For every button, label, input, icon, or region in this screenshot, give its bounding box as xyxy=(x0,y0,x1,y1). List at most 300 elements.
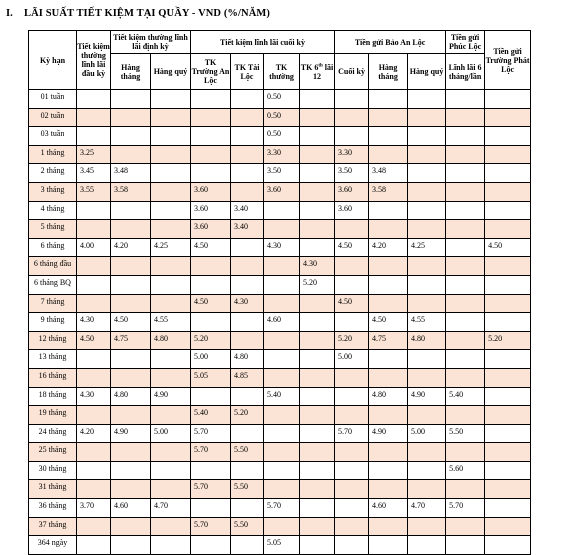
term-cell: 01 tuần xyxy=(29,90,77,109)
rate-cell: 4.50 xyxy=(369,313,408,332)
rate-cell xyxy=(408,350,446,369)
rate-cell: 5.20 xyxy=(335,331,369,350)
rate-cell xyxy=(151,108,191,127)
rate-cell: 4.50 xyxy=(191,238,231,257)
rate-cell xyxy=(369,517,408,536)
rate-cell: 4.80 xyxy=(369,387,408,406)
rate-cell xyxy=(77,201,111,220)
rate-cell xyxy=(446,517,485,536)
rate-cell xyxy=(408,536,446,555)
rate-cell xyxy=(485,294,531,313)
rate-cell xyxy=(231,182,264,201)
rate-cell xyxy=(264,257,300,276)
term-cell: 31 tháng xyxy=(29,480,77,499)
table-row xyxy=(29,461,531,480)
term-cell: 3 tháng xyxy=(29,182,77,201)
rate-cell xyxy=(408,201,446,220)
rate-cell xyxy=(77,257,111,276)
rate-cell: 5.70 xyxy=(191,517,231,536)
subheader-tk-tai-loc: TK Tài Lộc xyxy=(231,54,264,90)
subheader-phuc-loc: Lĩnh lãi 6 tháng/lần xyxy=(446,54,485,90)
rate-cell: 5.70 xyxy=(191,480,231,499)
rate-cell xyxy=(77,461,111,480)
rate-cell: 4.90 xyxy=(369,424,408,443)
rate-cell xyxy=(335,368,369,387)
rate-cell: 3.30 xyxy=(264,145,300,164)
rate-cell: 3.40 xyxy=(231,201,264,220)
header-end-of-term: Tiết kiệm lĩnh lãi cuối kỳ xyxy=(191,31,335,54)
rate-cell xyxy=(111,294,151,313)
rate-cell xyxy=(369,294,408,313)
rate-cell xyxy=(191,164,231,183)
rate-cell: 0.50 xyxy=(264,127,300,146)
rate-cell: 4.90 xyxy=(408,387,446,406)
rate-cell xyxy=(77,90,111,109)
rate-cell xyxy=(264,201,300,220)
rate-cell xyxy=(446,313,485,332)
rate-cell: 4.80 xyxy=(408,331,446,350)
rate-cell xyxy=(485,517,531,536)
rate-cell: 4.25 xyxy=(151,238,191,257)
rate-cell xyxy=(264,368,300,387)
tk6-main: TK 6 xyxy=(300,62,319,72)
rate-cell xyxy=(264,331,300,350)
rate-cell xyxy=(111,443,151,462)
rate-cell: 5.40 xyxy=(191,406,231,425)
term-cell: 364 ngày xyxy=(29,536,77,555)
rate-cell xyxy=(369,127,408,146)
rate-cell xyxy=(151,461,191,480)
rate-cell xyxy=(151,164,191,183)
rate-cell: 0.50 xyxy=(264,90,300,109)
table-row xyxy=(29,164,531,183)
rate-cell: 3.60 xyxy=(335,201,369,220)
rate-cell xyxy=(446,368,485,387)
rate-cell xyxy=(231,461,264,480)
term-cell: 36 tháng xyxy=(29,499,77,518)
rate-cell xyxy=(408,275,446,294)
rate-cell xyxy=(151,90,191,109)
rate-cell: 4.50 xyxy=(335,238,369,257)
rate-cell xyxy=(151,201,191,220)
rate-cell xyxy=(485,108,531,127)
rate-cell: 4.55 xyxy=(408,313,446,332)
rate-cell xyxy=(77,220,111,239)
rate-cell xyxy=(335,275,369,294)
rate-cell xyxy=(300,517,335,536)
rate-cell xyxy=(77,517,111,536)
rate-cell: 5.70 xyxy=(335,424,369,443)
rate-cell xyxy=(369,461,408,480)
rate-cell xyxy=(111,220,151,239)
rate-cell xyxy=(369,201,408,220)
rate-cell xyxy=(264,275,300,294)
rate-cell xyxy=(408,517,446,536)
rate-cell xyxy=(191,499,231,518)
section-title: LÃI SUẤT TIẾT KIỆM TẠI QUẦY - VND (%/NĂM) xyxy=(24,8,271,19)
rate-cell xyxy=(191,461,231,480)
rate-cell xyxy=(446,201,485,220)
rate-cell: 4.70 xyxy=(151,499,191,518)
rate-cell xyxy=(485,480,531,499)
rate-cell: 3.58 xyxy=(111,182,151,201)
rate-cell xyxy=(111,127,151,146)
rate-cell: 5.00 xyxy=(408,424,446,443)
rate-cell xyxy=(335,257,369,276)
rate-cell xyxy=(191,90,231,109)
rate-table-body xyxy=(29,90,531,555)
term-cell: 02 tuần xyxy=(29,108,77,127)
rate-cell xyxy=(151,220,191,239)
term-cell: 18 tháng xyxy=(29,387,77,406)
table-row xyxy=(29,108,531,127)
rate-cell xyxy=(300,536,335,555)
header-bao-an-loc: Tiền gửi Bảo An Lộc xyxy=(335,31,446,54)
subheader-bal-quarterly: Hàng quý xyxy=(408,54,446,90)
rate-cell xyxy=(300,182,335,201)
term-cell: 13 tháng xyxy=(29,350,77,369)
rate-cell: 4.30 xyxy=(300,257,335,276)
rate-cell: 4.20 xyxy=(369,238,408,257)
rate-cell: 4.60 xyxy=(369,499,408,518)
rate-cell xyxy=(369,220,408,239)
rate-cell xyxy=(264,220,300,239)
rate-cell xyxy=(300,406,335,425)
rate-cell xyxy=(264,294,300,313)
rate-cell xyxy=(111,145,151,164)
rate-cell xyxy=(231,90,264,109)
rate-cell xyxy=(369,145,408,164)
rate-cell xyxy=(264,443,300,462)
table-row xyxy=(29,331,531,350)
rate-cell xyxy=(446,145,485,164)
tk6-sup: th xyxy=(318,62,323,68)
rate-cell: 5.50 xyxy=(231,443,264,462)
rate-cell xyxy=(335,90,369,109)
rate-cell xyxy=(151,294,191,313)
rate-cell: 4.30 xyxy=(264,238,300,257)
term-cell: 37 tháng xyxy=(29,517,77,536)
rate-cell xyxy=(264,461,300,480)
rate-cell: 4.60 xyxy=(111,499,151,518)
rate-cell xyxy=(485,257,531,276)
rate-cell xyxy=(485,313,531,332)
table-row xyxy=(29,517,531,536)
rate-cell xyxy=(408,164,446,183)
rate-cell xyxy=(485,461,531,480)
rate-cell: 3.50 xyxy=(264,164,300,183)
term-cell: 2 tháng xyxy=(29,164,77,183)
rate-cell xyxy=(151,145,191,164)
rate-cell xyxy=(111,461,151,480)
rate-cell xyxy=(191,387,231,406)
rate-cell: 3.70 xyxy=(77,499,111,518)
rate-cell xyxy=(111,406,151,425)
rate-cell xyxy=(264,480,300,499)
rate-cell xyxy=(446,108,485,127)
rate-cell xyxy=(408,443,446,462)
rate-cell: 3.45 xyxy=(77,164,111,183)
rate-cell xyxy=(300,238,335,257)
rate-cell xyxy=(335,313,369,332)
rate-cell xyxy=(408,220,446,239)
section-heading xyxy=(6,8,270,19)
subheader-tk-truong-an-loc: TK Trường An Lộc xyxy=(191,54,231,90)
rate-cell xyxy=(300,164,335,183)
rate-cell xyxy=(231,164,264,183)
table-row xyxy=(29,499,531,518)
rate-cell xyxy=(335,127,369,146)
table-row xyxy=(29,145,531,164)
rate-cell xyxy=(485,164,531,183)
rate-cell xyxy=(446,331,485,350)
table-row xyxy=(29,424,531,443)
rate-cell xyxy=(446,164,485,183)
rate-cell xyxy=(111,480,151,499)
rate-cell: 5.00 xyxy=(151,424,191,443)
term-cell: 5 tháng xyxy=(29,220,77,239)
rate-cell xyxy=(231,108,264,127)
rate-cell xyxy=(151,350,191,369)
rate-cell: 3.60 xyxy=(264,182,300,201)
rate-cell xyxy=(111,368,151,387)
rate-cell xyxy=(151,480,191,499)
rate-cell: 5.70 xyxy=(191,443,231,462)
rate-cell: 5.40 xyxy=(446,387,485,406)
term-cell: 16 tháng xyxy=(29,368,77,387)
rate-cell: 4.75 xyxy=(111,331,151,350)
rate-cell xyxy=(408,480,446,499)
rate-cell xyxy=(151,182,191,201)
table-row xyxy=(29,257,531,276)
rate-cell xyxy=(111,536,151,555)
rate-cell xyxy=(485,182,531,201)
rate-cell xyxy=(191,108,231,127)
rate-cell xyxy=(408,108,446,127)
rate-cell: 4.30 xyxy=(77,387,111,406)
table-row xyxy=(29,368,531,387)
table-row xyxy=(29,220,531,239)
rate-cell xyxy=(231,145,264,164)
rate-cell xyxy=(231,536,264,555)
rate-cell xyxy=(408,145,446,164)
table-row xyxy=(29,536,531,555)
rate-cell: 5.50 xyxy=(446,424,485,443)
rate-cell xyxy=(300,127,335,146)
interest-rate-table xyxy=(28,30,531,555)
rate-cell: 4.50 xyxy=(77,331,111,350)
term-cell: 03 tuần xyxy=(29,127,77,146)
rate-cell xyxy=(335,499,369,518)
rate-cell xyxy=(300,331,335,350)
rate-cell: 4.85 xyxy=(231,368,264,387)
rate-cell xyxy=(111,350,151,369)
rate-cell xyxy=(485,406,531,425)
term-cell: 9 tháng xyxy=(29,313,77,332)
table-row xyxy=(29,90,531,109)
rate-cell xyxy=(111,275,151,294)
rate-cell xyxy=(335,406,369,425)
rate-cell xyxy=(231,127,264,146)
rate-cell: 5.05 xyxy=(264,536,300,555)
rate-cell: 5.00 xyxy=(191,350,231,369)
rate-cell: 5.20 xyxy=(485,331,531,350)
rate-cell: 4.30 xyxy=(231,294,264,313)
rate-cell: 4.80 xyxy=(111,387,151,406)
rate-cell xyxy=(191,127,231,146)
rate-cell xyxy=(369,480,408,499)
rate-cell xyxy=(369,275,408,294)
rate-cell xyxy=(335,443,369,462)
rate-cell xyxy=(408,182,446,201)
term-cell: 19 tháng xyxy=(29,406,77,425)
rate-cell: 3.60 xyxy=(191,220,231,239)
rate-cell xyxy=(191,275,231,294)
rate-cell: 3.40 xyxy=(231,220,264,239)
rate-cell xyxy=(485,350,531,369)
rate-cell: 4.50 xyxy=(485,238,531,257)
table-row xyxy=(29,275,531,294)
header-truong-phat-loc: Tiền gửi Trường Phát Lộc xyxy=(485,31,531,90)
rate-cell xyxy=(300,145,335,164)
rate-cell xyxy=(231,275,264,294)
rate-cell xyxy=(231,257,264,276)
term-cell: 6 tháng BQ xyxy=(29,275,77,294)
rate-cell xyxy=(300,443,335,462)
rate-cell xyxy=(369,443,408,462)
rate-cell xyxy=(369,108,408,127)
rate-cell: 3.30 xyxy=(335,145,369,164)
rate-cell xyxy=(335,387,369,406)
rate-cell: 3.48 xyxy=(111,164,151,183)
term-cell: 6 tháng xyxy=(29,238,77,257)
rate-cell xyxy=(485,145,531,164)
rate-cell: 4.50 xyxy=(191,294,231,313)
term-cell: 1 tháng xyxy=(29,145,77,164)
rate-cell xyxy=(111,201,151,220)
rate-cell xyxy=(231,238,264,257)
rate-cell xyxy=(264,406,300,425)
rate-cell: 3.58 xyxy=(369,182,408,201)
rate-cell xyxy=(335,220,369,239)
subheader-tk-thuong: TK thường xyxy=(264,54,300,90)
rate-cell: 4.80 xyxy=(151,331,191,350)
rate-cell xyxy=(300,461,335,480)
rate-cell xyxy=(111,90,151,109)
rate-cell xyxy=(151,406,191,425)
term-cell: 7 tháng xyxy=(29,294,77,313)
subheader-quarterly: Hàng quý xyxy=(151,54,191,90)
table-row xyxy=(29,443,531,462)
rate-cell xyxy=(335,108,369,127)
rate-cell xyxy=(485,499,531,518)
rate-cell: 5.40 xyxy=(264,387,300,406)
rate-cell xyxy=(77,406,111,425)
rate-cell xyxy=(446,127,485,146)
rate-cell xyxy=(335,517,369,536)
rate-cell xyxy=(300,387,335,406)
rate-cell xyxy=(300,201,335,220)
rate-cell xyxy=(485,368,531,387)
rate-cell xyxy=(408,406,446,425)
term-cell: 30 tháng xyxy=(29,461,77,480)
subheader-bal-monthly: Hàng tháng xyxy=(369,54,408,90)
rate-cell xyxy=(264,350,300,369)
rate-cell xyxy=(300,480,335,499)
table-row xyxy=(29,238,531,257)
rate-cell: 5.20 xyxy=(231,406,264,425)
rate-cell xyxy=(300,90,335,109)
rate-cell: 4.90 xyxy=(151,387,191,406)
rate-cell xyxy=(151,275,191,294)
header-phuc-loc: Tiền gửi Phúc Lộc xyxy=(446,31,485,54)
subheader-cuoi-ky: Cuối kỳ xyxy=(335,54,369,90)
rate-cell xyxy=(77,294,111,313)
rate-cell xyxy=(369,257,408,276)
rate-cell xyxy=(446,480,485,499)
header-term: Kỳ hạn xyxy=(29,31,77,90)
rate-cell: 5.70 xyxy=(446,499,485,518)
rate-cell xyxy=(231,424,264,443)
rate-cell xyxy=(408,257,446,276)
rate-cell xyxy=(77,536,111,555)
rate-cell xyxy=(369,536,408,555)
rate-cell xyxy=(408,368,446,387)
rate-cell xyxy=(77,108,111,127)
rate-cell xyxy=(300,294,335,313)
tk6-tail: lãi 12 xyxy=(313,62,334,81)
table-row xyxy=(29,480,531,499)
rate-cell xyxy=(300,350,335,369)
rate-cell xyxy=(151,517,191,536)
rate-cell xyxy=(408,90,446,109)
term-cell: 12 tháng xyxy=(29,331,77,350)
rate-cell: 3.60 xyxy=(191,201,231,220)
rate-cell xyxy=(151,257,191,276)
rate-cell xyxy=(300,424,335,443)
rate-cell xyxy=(446,443,485,462)
rate-cell: 4.75 xyxy=(369,331,408,350)
rate-cell: 4.55 xyxy=(151,313,191,332)
rate-cell xyxy=(111,517,151,536)
rate-cell xyxy=(446,275,485,294)
header-periodic: Tiết kiệm thường lĩnh lãi định kỳ xyxy=(111,31,191,54)
rate-cell: 4.00 xyxy=(77,238,111,257)
rate-cell xyxy=(77,127,111,146)
rate-cell xyxy=(369,350,408,369)
subheader-monthly: Hàng tháng xyxy=(111,54,151,90)
rate-cell xyxy=(111,257,151,276)
rate-cell xyxy=(191,257,231,276)
term-cell: 4 tháng xyxy=(29,201,77,220)
table-row xyxy=(29,350,531,369)
header-regular-upfront: Tiết kiệm thường lĩnh lãi đầu kỳ xyxy=(77,31,111,90)
rate-cell xyxy=(300,368,335,387)
rate-cell xyxy=(408,127,446,146)
subheader-tk6-lai12 xyxy=(300,54,335,90)
rate-cell xyxy=(446,238,485,257)
rate-cell: 5.00 xyxy=(335,350,369,369)
rate-cell xyxy=(485,127,531,146)
term-cell: 6 tháng đầu xyxy=(29,257,77,276)
rate-cell xyxy=(446,406,485,425)
rate-cell xyxy=(191,313,231,332)
rate-cell: 4.70 xyxy=(408,499,446,518)
rate-cell xyxy=(446,536,485,555)
table-row xyxy=(29,313,531,332)
rate-cell xyxy=(485,424,531,443)
rate-cell xyxy=(369,406,408,425)
